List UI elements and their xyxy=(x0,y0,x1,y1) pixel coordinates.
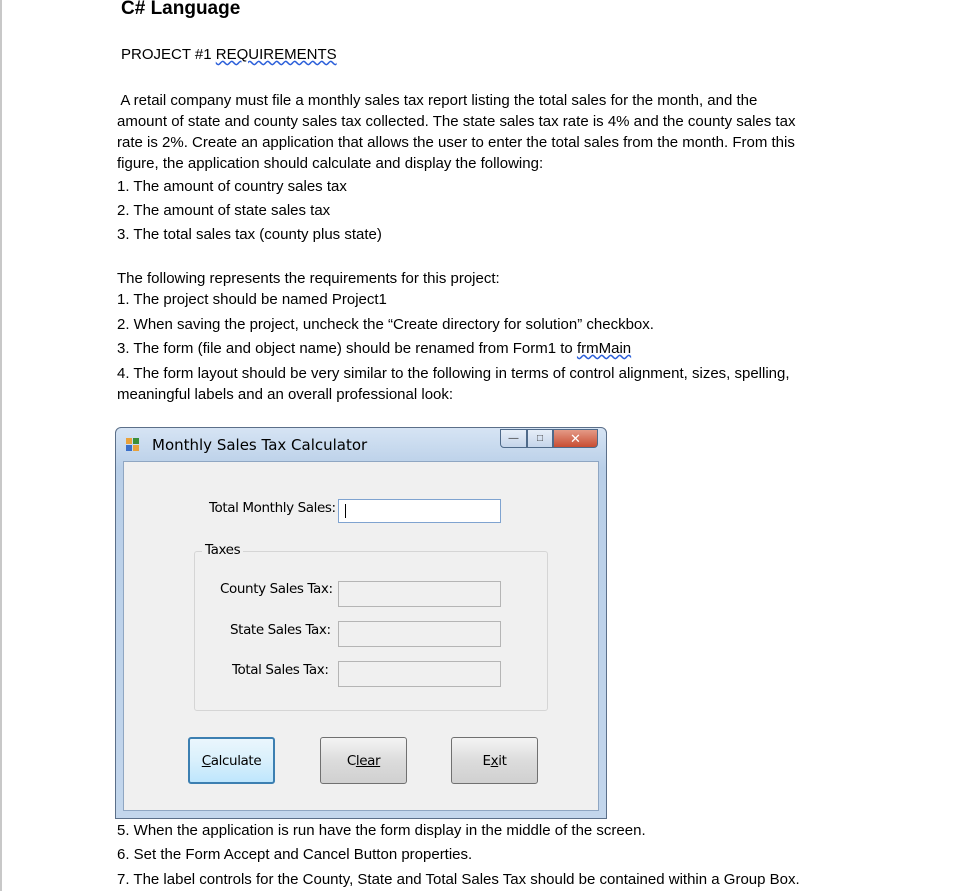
requirements-intro: The following represents the requirements for this project: xyxy=(117,270,500,287)
total-sales-tax-label: Total Sales Tax: xyxy=(232,662,329,678)
form-window xyxy=(115,427,607,819)
list-item: 6. Set the Form Accept and Cancel Button properties. xyxy=(117,846,473,863)
requirements-underlined: REQUIREMENTS xyxy=(215,46,337,63)
document-title: C# Language xyxy=(121,0,241,19)
minimize-button[interactable]: — xyxy=(500,429,527,448)
county-sales-tax-output xyxy=(338,581,501,607)
requirements-heading xyxy=(121,46,337,63)
clear-label-first: C xyxy=(346,752,356,769)
close-button[interactable]: ✕ xyxy=(553,429,598,448)
calculate-label-rest: alculate xyxy=(210,752,262,769)
clear-button[interactable] xyxy=(320,737,407,784)
list-item: 4. The form layout should be very similar to the following in terms of control alignment, sizes, spelling, xyxy=(117,365,790,382)
list-item: meaningful labels and an overall professional look: xyxy=(117,386,454,403)
list-item: 1. The amount of country sales tax xyxy=(117,178,347,195)
exit-label-first: E xyxy=(482,752,491,769)
page-left-border xyxy=(0,0,2,891)
calc-items-list xyxy=(117,176,382,248)
maximize-button[interactable]: □ xyxy=(527,429,553,448)
text-caret xyxy=(345,504,346,518)
intro-line: figure, the application should calculate and display the following: xyxy=(117,155,544,172)
req3-prefix: 3. The form (file and object name) should be renamed from Form1 to xyxy=(117,340,577,357)
exit-mnemonic: x xyxy=(490,752,499,769)
intro-line: A retail company must file a monthly sales tax report listing the total sales for the month, and the xyxy=(117,92,758,109)
total-monthly-sales-label: Total Monthly Sales: xyxy=(209,500,336,516)
taxes-group-caption: Taxes xyxy=(202,542,243,558)
window-title: Monthly Sales Tax Calculator xyxy=(152,436,368,454)
after-items-list xyxy=(117,820,800,891)
state-sales-tax-output xyxy=(338,621,501,647)
app-form-icon xyxy=(126,438,140,452)
exit-button[interactable] xyxy=(451,737,538,784)
list-item: 7. The label controls for the County, State and Total Sales Tax should be contained within a Group Box. xyxy=(117,871,800,888)
calculate-button[interactable] xyxy=(188,737,275,784)
req3-underlined: frmMain xyxy=(576,340,632,357)
list-item: 2. The amount of state sales tax xyxy=(117,202,331,219)
list-item: 2. When saving the project, uncheck the “Create directory for solution” checkbox. xyxy=(117,316,654,333)
state-sales-tax-label: State Sales Tax: xyxy=(230,622,331,638)
list-item: 5. When the application is run have the form display in the middle of the screen. xyxy=(117,822,646,839)
clear-mnemonic: lear xyxy=(355,752,381,769)
county-sales-tax-label: County Sales Tax: xyxy=(220,581,333,597)
form-client-area xyxy=(123,461,599,811)
caption-buttons xyxy=(500,429,598,449)
intro-line: amount of state and county sales tax collected. The state sales tax rate is 4% and the county sales tax xyxy=(117,113,796,130)
requirements-list xyxy=(117,289,790,405)
exit-label-rest: it xyxy=(498,752,507,769)
requirements-prefix: PROJECT #1 xyxy=(121,46,216,63)
list-item xyxy=(117,338,790,363)
calculate-mnemonic: C xyxy=(201,752,211,769)
total-sales-tax-output xyxy=(338,661,501,687)
intro-line: rate is 2%. Create an application that allows the user to enter the total sales from the month. From this xyxy=(117,134,795,151)
total-monthly-sales-input[interactable] xyxy=(338,499,501,523)
list-item: 3. The total sales tax (county plus state) xyxy=(117,226,382,243)
list-item: 1. The project should be named Project1 xyxy=(117,291,387,308)
intro-paragraph xyxy=(117,90,795,174)
